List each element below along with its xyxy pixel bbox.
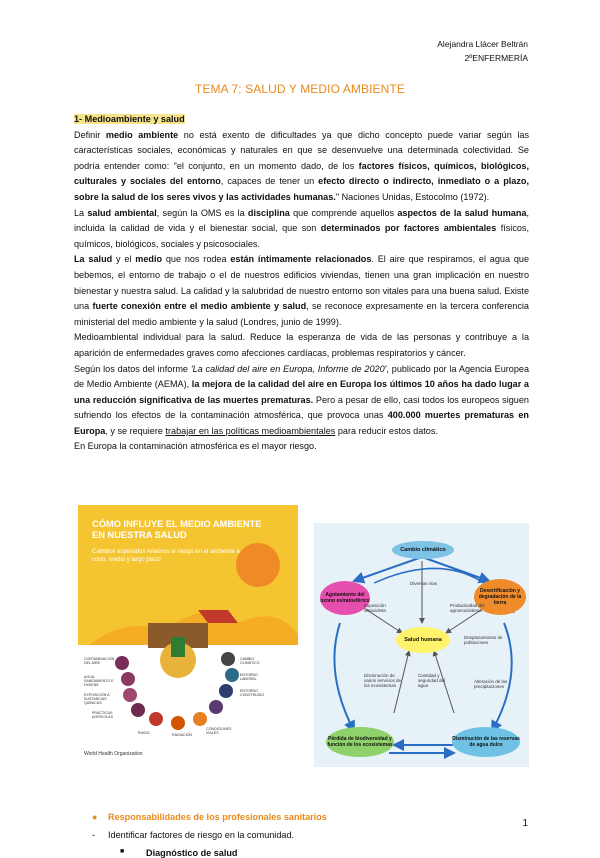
text-run: Según los datos del informe [74, 363, 191, 374]
text-run: que comprende aquellos [289, 207, 398, 218]
node-desertificacion: Desertificación y degradación de la tierra [474, 579, 526, 615]
node-agotamiento-ozono: Agotamiento del ozono estratosférico [320, 581, 370, 615]
text-run: , incluida la calidad de vida y el bienestar social, que son [74, 207, 529, 234]
paragraph-3 [74, 252, 529, 330]
label-precipitaciones: Alteración de las precipitaciones [474, 679, 508, 689]
section-heading: 1- Medioambiente y salud [74, 114, 185, 124]
text-run: La [74, 207, 88, 218]
text-run: que nos rodea [162, 254, 231, 265]
infographic-label: CONTAMINACIÓN DEL AIRE [84, 657, 115, 666]
label-diversas-vias: Diversas vías [410, 581, 438, 586]
bold-run: medio [135, 254, 163, 265]
infographic-label: CONDICIONES VIALES [206, 727, 232, 736]
text-run: para reducir estos datos. [335, 425, 438, 436]
infographic-label: ENTORNO LABORAL [240, 673, 258, 682]
page-header [437, 37, 528, 65]
text-run: . El aire que respiramos, el agua que bebemos, el entorno de trabajo o el de nuestros edificios viviendas, tienen una gran implicación en nuestro bienestar y nuestra salud. La calidad y la salubridad de nuestro entorno son vitales para una buena salud. Existe una [74, 254, 529, 312]
text-run: Definir [74, 129, 106, 140]
text-run: y el [112, 254, 136, 265]
text-run: no está exento de dificultades ya que dicho concepto puede variar según las características sociales, económicas y naturales en que se desenvuelve una determinada colectividad. Se podría entender como: "el conjunto, en un momento dado, de los [74, 129, 529, 171]
square-bullet-icon: ■ [120, 848, 125, 855]
label-desplazamiento: Desplazamiento de poblaciones [464, 635, 503, 645]
italic-run: 'La calidad del aire en Europa, Informe de 2020' [190, 363, 387, 374]
node-cambio-climatico: Cambio climático [392, 541, 454, 559]
infographic-label: CAMBIO CLIMÁTICO [240, 657, 260, 666]
text-run: Pero a pesar de ello, casi todos los europeos siguen sufriendo los efectos de la contaminación atmosférica, que provoca unas [74, 394, 529, 421]
bold-run: disciplina [247, 207, 290, 218]
paragraph-4: Medioambiental individual para la salud. Reduce la esperanza de vida de las personas y contribuye a la aparición de enfermedades graves como afecciones cardíacas, problemas respiratorios y cáncer. [74, 332, 529, 358]
bold-run: determinados por factores ambientales [320, 223, 497, 234]
bold-run: fuerte conexión entre el medio ambiente y salud [92, 301, 307, 312]
bold-run: aspectos de la salud humana [397, 207, 527, 218]
author-name: Alejandra Llácer Beltrán [437, 39, 528, 49]
label-servicios-ecosistemas: Disminución de varios servicios de los ecosistemas [364, 673, 402, 688]
infographic-label: AGUA, SANEAMIENTO E HIGIENE [84, 675, 114, 688]
infographic-label: PRÁCTICAS AGRÍCOLAS [92, 711, 113, 720]
infographic-subtitle: Cambios esperados relativos al riesgo en el ambiente a corto, medio y largo plazo [92, 549, 240, 563]
label-exposicion: Exposición ultravioleta [364, 603, 386, 613]
health-environment-diagram [314, 523, 529, 767]
section-heading-wrap [74, 112, 529, 128]
person-body-icon [171, 637, 185, 657]
infographic-label: EXPOSICIÓN A SUSTANCIAS QUÍMICAS [84, 693, 110, 706]
bold-run: están íntimamente relacionados [230, 254, 372, 265]
bold-run: La salud [74, 254, 113, 265]
text-run: , publicado por la Agencia Europea de Medio Ambiente (AEMA), [74, 363, 530, 390]
underline-run: trabajar en las políticas medioambientales [165, 425, 336, 436]
bold-run: efecto directo o indirecto, inmediato o a plazo, sobre la salud de los seres vivos y las actividades humanas. [74, 176, 529, 202]
node-salud-humana: Salud humana [396, 627, 450, 653]
infographic [78, 505, 298, 773]
text-run: , según la OMS es la [156, 207, 248, 218]
paragraph-6: En Europa la contaminación atmosférica es el mayor riesgo. [74, 441, 317, 452]
bold-run: salud ambiental [87, 207, 157, 218]
bold-run: la mejora de la calidad del aire en Europa los últimos 10 años ha dado lugar a una reducción significativa de las muertes prematuras. [74, 379, 529, 405]
infographic-label: RUIDO [138, 731, 150, 735]
infographic-label: ENTORNO CONSTRUIDO [240, 689, 265, 698]
infographic-label: RADIACIÓN [172, 733, 192, 737]
list-item-text: Diagnóstico de salud [146, 848, 238, 858]
text-run: " Naciones Unidas, Estocolmo (1972). [335, 191, 490, 202]
text-run: , y se requiere [105, 425, 166, 436]
bullet-dot-icon: ● [92, 812, 98, 822]
paragraph-2 [74, 206, 529, 253]
label-cantidad-agua: Cantidad y seguridad del agua [418, 673, 446, 688]
dash-icon: - [92, 830, 96, 840]
text-run: físicos, químicos, biológicos, sociales y psicosociales. [74, 223, 529, 249]
bold-run: medio ambiente [105, 129, 179, 140]
course-name: 2ºENFERMERÍA [464, 53, 528, 63]
text-run: , se reconoce expresamente en la tercera conferencia ministerial del medio ambiente y la salud (Londres, junio de 1999). [74, 301, 529, 327]
bold-run: factores físicos, químicos, biológicos, culturales y sociales del entorno [74, 160, 529, 187]
bold-run: 400.000 muertes prematuras en Europa [74, 410, 529, 436]
node-biodiversidad: Pérdida de biodiversidad y función de los ecosistemas [326, 727, 394, 757]
node-agua-dulce: Disminución de las reservas de agua dulce [452, 727, 520, 757]
text-run: , capaces de tener un [220, 176, 319, 187]
document-title: TEMA 7: SALUD Y MEDIO AMBIENTE [195, 82, 405, 96]
paragraph-5 [74, 362, 529, 440]
infographic-title: CÓMO INFLUYE EL MEDIO AMBIENTE EN NUESTRA SALUD [92, 519, 262, 540]
body-text [74, 112, 529, 455]
paragraph-1 [74, 128, 529, 206]
figures-row [74, 505, 534, 795]
page-number: 1 [522, 818, 528, 829]
label-productividad: Productividad del agroecosistema [450, 603, 485, 613]
who-logo-text: World Health Organization [84, 751, 143, 757]
list-item-text: Identificar factores de riesgo en la comunidad. [108, 830, 295, 840]
list-item-text: Responsabilidades de los profesionales sanitarios [108, 812, 327, 822]
